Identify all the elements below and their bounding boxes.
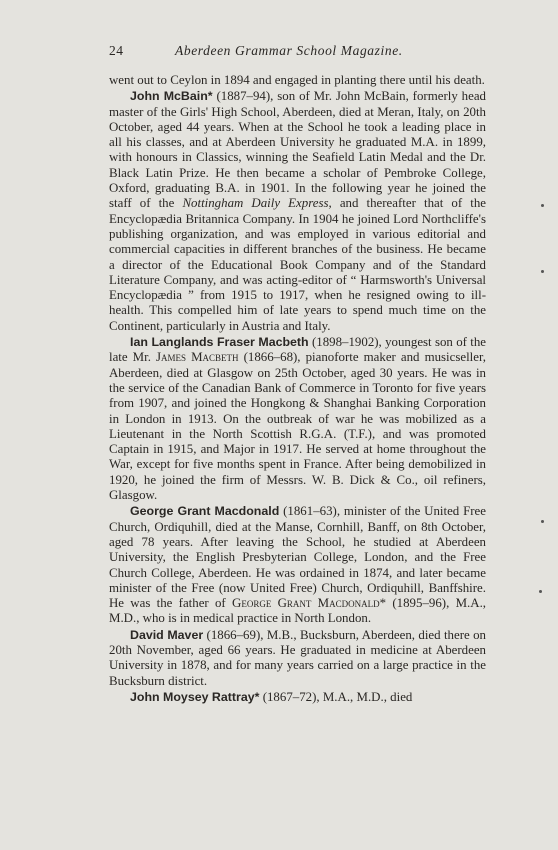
paragraph-text: went out to Ceylon in 1894 and engaged in planting there until his death. [109, 73, 485, 87]
person-name: David Maver [130, 627, 204, 642]
entry-text: (1867–72), M.A., M.D., died [259, 689, 413, 704]
binding-hole-mark [541, 204, 544, 207]
entry-text: (1866–69), M.B., Bucksburn, Aberdeen, died there on 20th November, aged 66 years. He graduated in medicine at Aberdeen University in 1878, and for many years carried on a large practice in the Bucksburn district. [109, 627, 486, 688]
entry-text: (1887–94), son of Mr. John McBain, formerly head master of the Girls' High School, Aberdeen, died at Meran, Italy, on 20th October, aged 44 years. When at the School he took a leading place in all his classes, and at Aberdeen University he graduated M.A. in 1899, with honours in Classics, winning the Seafield Latin Medal and the Dr. Black Latin Prize. He then became a scholar of Pembroke College, Oxford, graduating B.A. in 1901. In the following year he joined the staff of the [109, 89, 486, 211]
running-header [109, 43, 487, 63]
page-number: 24 [109, 43, 124, 58]
person-name: George Grant Macdonald [130, 504, 280, 519]
running-title: Aberdeen Grammar School Magazine. [175, 43, 403, 58]
obituary-entry-mcbain [109, 89, 486, 334]
referenced-name: George Grant Macdonald* [232, 596, 387, 611]
entry-text: (1861–63), minister of the United Free Church, Ordiquhill, died at the Manse, Cornhill, Banff, on 8th October, aged 78 years. After leaving the School, he studied at Aberdeen University, the English Presbyterian College, London, and the Free Church College, Aberdeen. He was ordained in 1874, and later became minister of the Free (now United Free) Church, Ordiquhill, Banffshire. He was the father of [109, 504, 487, 611]
binding-hole-mark [541, 520, 544, 523]
obituary-entry-maver [109, 628, 486, 689]
person-name: John Moysey Rattray* [130, 689, 260, 704]
person-name: John McBain* [130, 89, 213, 104]
newspaper-title: Nottingham Daily Express, [182, 196, 332, 211]
entry-text: (1898–1902), youngest son of the late Mr. [109, 335, 486, 365]
entry-text: (1866–68), pianoforte maker and musicseller, Aberdeen, died at Glasgow on 25th October, aged 30 years. He was in the service of the Canadian Bank of Commerce in Toronto for five years from 1907, and joined the Hongkong & Shanghai Banking Corporation in London in 1913. On the outbreak of war he was mobilized as a Lieutenant in the North Scottish R.G.A. (T.F.), and was promoted Captain in 1915, and Major in 1917. He served at home throughout the War, except for five months spent in France. After being demobilized in 1920, he joined the firm of Messrs. W. B. Dick & Co., oil refiners, Glasgow. [109, 350, 486, 503]
binding-hole-mark [539, 590, 542, 593]
entry-text: and thereafter that of the Encyclopædia Britannica Company. In 1904 he joined Lord Northcliffe's publishing organization, and was employed in various editorial and commercial capacities in different branches of the business. He became a director of the Educational Book Company and of the Standard Literature Company, and was acting-editor of “ Harmsworth's Universal Encyclopædia ” from 1915 to 1917, when he resigned owing to ill-health. This compelled him of late years to spend much time on the Continent, particularly in Austria and Italy. [109, 196, 486, 333]
obituary-entry-macbeth [109, 335, 486, 503]
obituary-text [109, 73, 486, 706]
obituary-entry-rattray [109, 690, 486, 705]
person-name: Ian Langlands Fraser Macbeth [130, 335, 309, 350]
paragraph-continued [109, 73, 486, 88]
referenced-name: James Macbeth [156, 350, 239, 365]
binding-hole-mark [541, 270, 544, 273]
obituary-entry-macdonald [109, 504, 486, 626]
entry-text: (1895–96), M.A., M.D., who is in medical practice in North London. [109, 596, 487, 626]
